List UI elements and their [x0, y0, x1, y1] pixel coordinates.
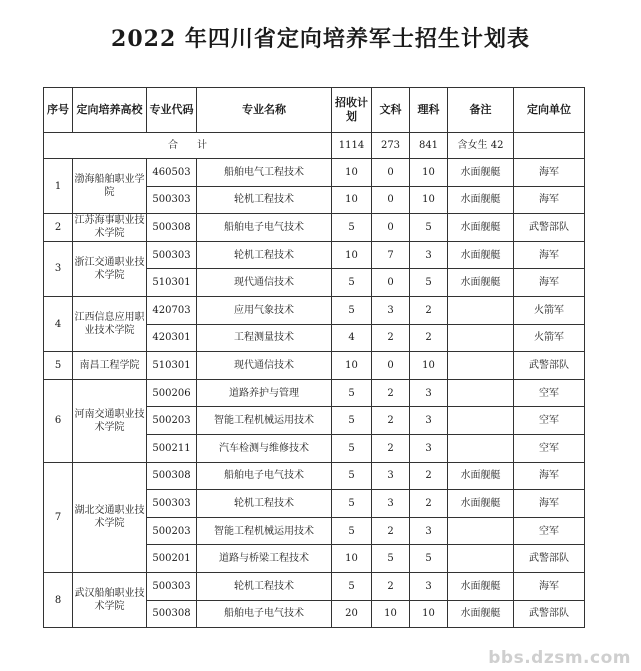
major-code: 500211: [147, 434, 197, 462]
school-seq: 8: [44, 572, 73, 627]
header-seq: 序号: [44, 88, 73, 133]
plan-count: 5: [332, 269, 372, 297]
header-plan: 招收计划: [332, 88, 372, 133]
major-code: 500303: [147, 186, 197, 214]
watermark: bbs.dzsm.com: [488, 648, 631, 668]
total-science: 841: [410, 133, 448, 159]
school-name: 武汉船舶职业技术学院: [73, 572, 147, 627]
science-count: 3: [410, 572, 448, 600]
major-code: 500303: [147, 241, 197, 269]
page-title: 2022 年四川省定向培养军士招生计划表: [111, 26, 530, 52]
plan-count: 5: [332, 407, 372, 435]
science-count: 2: [410, 296, 448, 324]
major-name: 智能工程机械运用技术: [197, 407, 332, 435]
target-unit: 海军: [514, 490, 585, 518]
school-name: 湖北交通职业技术学院: [73, 462, 147, 572]
arts-count: 0: [372, 269, 410, 297]
table-row: [44, 379, 585, 407]
header-unit: 定向单位: [514, 88, 585, 133]
school-seq: 5: [44, 352, 73, 380]
school-seq: 2: [44, 214, 73, 242]
major-name: 应用气象技术: [197, 296, 332, 324]
science-count: 3: [410, 407, 448, 435]
remark: 水面舰艇: [448, 159, 514, 187]
major-code: 500308: [147, 600, 197, 628]
arts-count: 2: [372, 572, 410, 600]
arts-count: 7: [372, 241, 410, 269]
school-name: 江苏海事职业技术学院: [74, 215, 145, 240]
major-name: 现代通信技术: [197, 269, 332, 297]
arts-count: 3: [372, 490, 410, 518]
major-code: 500303: [147, 572, 197, 600]
science-count: 5: [410, 545, 448, 573]
school-name: 江西信息应用职业技术学院: [73, 296, 147, 351]
table-row: [44, 352, 585, 380]
target-unit: 海军: [514, 241, 585, 269]
remark: [448, 324, 514, 352]
arts-count: 10: [372, 600, 410, 628]
major-name: 轮机工程技术: [197, 186, 332, 214]
school-name: 河南交通职业技术学院: [73, 379, 147, 462]
plan-count: 5: [332, 296, 372, 324]
target-unit: 武警部队: [514, 600, 585, 628]
plan-count: 10: [332, 159, 372, 187]
remark: 水面舰艇: [448, 572, 514, 600]
table-row: [44, 159, 585, 187]
school-seq: 6: [44, 379, 73, 462]
total-plan: 1114: [332, 133, 372, 159]
header-remark: 备注: [448, 88, 514, 133]
science-count: 3: [410, 241, 448, 269]
remark: 水面舰艇: [448, 490, 514, 518]
major-code: 500308: [147, 462, 197, 490]
plan-count: 5: [332, 434, 372, 462]
target-unit: 武警部队: [514, 352, 585, 380]
major-code: 420703: [147, 296, 197, 324]
header-major: 专业名称: [197, 88, 332, 133]
total-remark: 含女生 42: [448, 133, 514, 159]
arts-count: 2: [372, 517, 410, 545]
arts-count: 2: [372, 407, 410, 435]
total-arts: 273: [372, 133, 410, 159]
arts-count: 3: [372, 296, 410, 324]
major-name: 现代通信技术: [197, 352, 332, 380]
target-unit: 海军: [514, 462, 585, 490]
header-science: 理科: [410, 88, 448, 133]
total-label: 合 计: [44, 133, 332, 159]
remark: [448, 407, 514, 435]
remark: 水面舰艇: [448, 462, 514, 490]
remark: 水面舰艇: [448, 186, 514, 214]
major-name: 汽车检测与维修技术: [197, 434, 332, 462]
major-code: 500203: [147, 517, 197, 545]
plan-count: 5: [332, 490, 372, 518]
header-school: 定向培养高校: [73, 88, 147, 133]
major-code: 500303: [147, 490, 197, 518]
target-unit: 武警部队: [514, 545, 585, 573]
major-code: 420301: [147, 324, 197, 352]
arts-count: 0: [372, 186, 410, 214]
remark: 水面舰艇: [448, 269, 514, 297]
plan-count: 10: [332, 545, 372, 573]
remark: [448, 352, 514, 380]
major-code: 500206: [147, 379, 197, 407]
plan-count: 5: [332, 572, 372, 600]
science-count: 2: [410, 490, 448, 518]
arts-count: 2: [372, 434, 410, 462]
arts-count: 0: [372, 214, 410, 242]
header-arts: 文科: [372, 88, 410, 133]
target-unit: 空军: [514, 407, 585, 435]
science-count: 5: [410, 214, 448, 242]
plan-count: 20: [332, 600, 372, 628]
target-unit: 海军: [514, 186, 585, 214]
arts-count: 2: [372, 379, 410, 407]
enrollment-plan-table: [43, 87, 585, 628]
major-name: 轮机工程技术: [197, 572, 332, 600]
major-name: 智能工程机械运用技术: [197, 517, 332, 545]
plan-count: 5: [332, 379, 372, 407]
target-unit: 海军: [514, 269, 585, 297]
school-name: 浙江交通职业技术学院: [73, 241, 147, 296]
science-count: 3: [410, 379, 448, 407]
plan-count: 10: [332, 352, 372, 380]
remark: [448, 434, 514, 462]
school-name: 南昌工程学院: [73, 352, 147, 380]
table-row: [44, 241, 585, 269]
arts-count: 0: [372, 159, 410, 187]
science-count: 2: [410, 462, 448, 490]
school-seq: 1: [44, 159, 73, 214]
table-row: [44, 462, 585, 490]
science-count: 10: [410, 186, 448, 214]
science-count: 3: [410, 517, 448, 545]
remark: 水面舰艇: [448, 214, 514, 242]
major-name: 船舶电气工程技术: [197, 159, 332, 187]
school-seq: 7: [44, 462, 73, 572]
remark: [448, 517, 514, 545]
remark: 水面舰艇: [448, 241, 514, 269]
plan-count: 10: [332, 241, 372, 269]
target-unit: 海军: [514, 572, 585, 600]
table-row: [44, 214, 585, 242]
major-name: 轮机工程技术: [197, 241, 332, 269]
arts-count: 5: [372, 545, 410, 573]
remark: [448, 296, 514, 324]
major-code: 500201: [147, 545, 197, 573]
major-name: 轮机工程技术: [197, 490, 332, 518]
major-code: 500308: [147, 214, 197, 242]
target-unit: 海军: [514, 159, 585, 187]
science-count: 10: [410, 600, 448, 628]
target-unit: 空军: [514, 379, 585, 407]
plan-count: 4: [332, 324, 372, 352]
major-name: 道路养护与管理: [197, 379, 332, 407]
science-count: 5: [410, 269, 448, 297]
target-unit: 武警部队: [514, 214, 585, 242]
arts-count: 0: [372, 352, 410, 380]
plan-count: 5: [332, 517, 372, 545]
school-name: 渤海船舶职业学院: [73, 159, 147, 214]
science-count: 10: [410, 159, 448, 187]
major-code: 510301: [147, 352, 197, 380]
major-code: 460503: [147, 159, 197, 187]
major-name: 船舶电子电气技术: [197, 600, 332, 628]
remark: [448, 379, 514, 407]
header-code: 专业代码: [147, 88, 197, 133]
remark: 水面舰艇: [448, 600, 514, 628]
school-seq: 3: [44, 241, 73, 296]
school-seq: 4: [44, 296, 73, 351]
major-code: 510301: [147, 269, 197, 297]
target-unit: 火箭军: [514, 324, 585, 352]
table-header-row: [44, 88, 585, 133]
major-name: 工程测量技术: [197, 324, 332, 352]
major-name: 船舶电子电气技术: [197, 462, 332, 490]
science-count: 3: [410, 434, 448, 462]
major-name: 道路与桥梁工程技术: [197, 545, 332, 573]
table-row: [44, 572, 585, 600]
major-code: 500203: [147, 407, 197, 435]
target-unit: 空军: [514, 434, 585, 462]
arts-count: 3: [372, 462, 410, 490]
major-name: 船舶电子电气技术: [197, 214, 332, 242]
total-unit: [514, 133, 585, 159]
plan-count: 5: [332, 214, 372, 242]
plan-count: 5: [332, 462, 372, 490]
table-row: [44, 296, 585, 324]
target-unit: 空军: [514, 517, 585, 545]
target-unit: 火箭军: [514, 296, 585, 324]
total-row: [44, 133, 585, 159]
plan-count: 10: [332, 186, 372, 214]
science-count: 2: [410, 324, 448, 352]
arts-count: 2: [372, 324, 410, 352]
remark: [448, 545, 514, 573]
science-count: 10: [410, 352, 448, 380]
